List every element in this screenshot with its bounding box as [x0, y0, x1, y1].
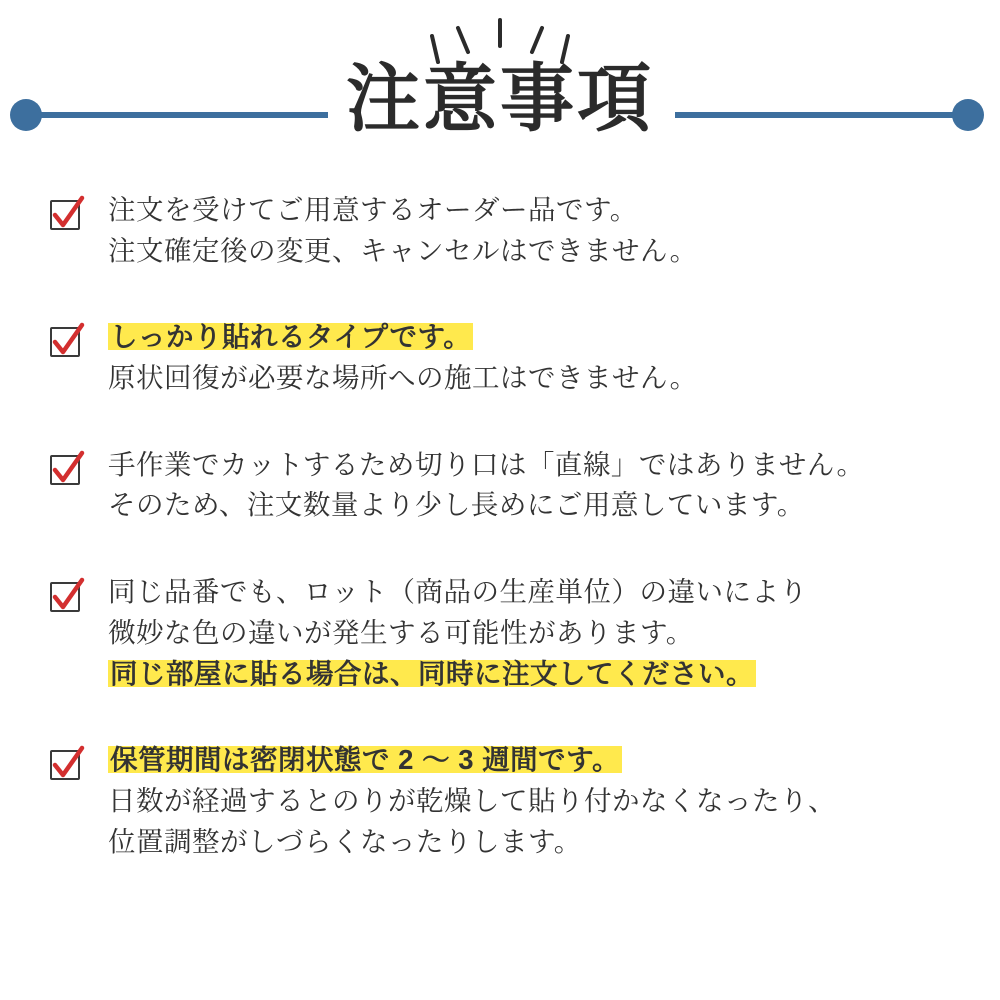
page-header — [0, 0, 1000, 175]
highlighted-text: 同じ部屋に貼る場合は、同時に注文してください。 — [110, 657, 754, 689]
notice-line: 注文を受けてご用意するオーダー品です。 — [108, 194, 638, 225]
notice-line — [108, 740, 952, 781]
list-item — [48, 740, 952, 862]
notice-list — [0, 190, 1000, 908]
list-item — [48, 572, 952, 694]
highlighted-text: しっかり貼れるタイプです。 — [110, 321, 472, 353]
notice-text — [108, 740, 952, 862]
notice-text — [108, 445, 952, 526]
notice-text — [108, 317, 952, 398]
notice-text — [108, 572, 952, 694]
notice-line: 原状回復が必要な場所への施工はできません。 — [108, 362, 698, 394]
checkbox-checked-icon — [48, 578, 86, 616]
checkbox-checked-icon — [48, 746, 86, 784]
list-item — [48, 445, 952, 526]
notice-text — [108, 190, 952, 271]
notice-line: 微妙な色の違いが発生する可能性があります。 — [108, 616, 694, 648]
page-title: 注意事項 — [346, 57, 654, 140]
highlighted-text: 保管期間は密閉状態で 2 〜 3 週間です。 — [110, 744, 620, 776]
notice-line: 日数が経過するとのりが乾燥して貼り付かなくなったり、 — [108, 784, 836, 816]
checkbox-checked-icon — [48, 196, 86, 234]
notice-line: そのため、注文数量より少し長めにご用意しています。 — [108, 489, 805, 521]
checkbox-checked-icon — [48, 323, 86, 361]
checkbox-checked-icon — [48, 451, 86, 489]
list-item — [48, 190, 952, 271]
notice-line — [108, 654, 952, 695]
notice-line: 位置調整がしづらくなったりします。 — [108, 825, 582, 857]
notice-line — [108, 317, 952, 358]
notice-line: 手作業でカットするため切り口は「直線」ではありません。 — [108, 448, 865, 480]
notice-line: 同じ品番でも、ロット（商品の生産単位）の違いにより — [108, 576, 808, 608]
list-item — [48, 317, 952, 398]
notice-line: 注文確定後の変更、キャンセルはできません。 — [108, 234, 698, 266]
